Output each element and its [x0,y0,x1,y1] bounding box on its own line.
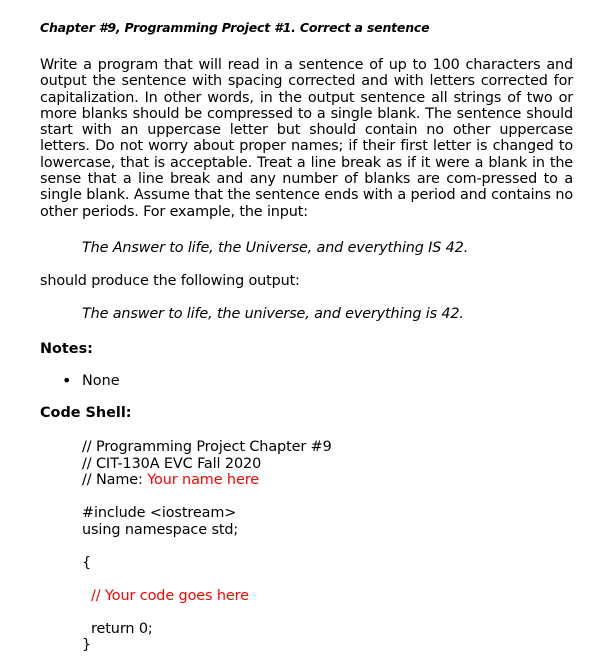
code-comment-course: // CIT-130A EVC Fall 2020 [82,456,262,472]
bullet-icon: • [62,371,72,390]
output-intro: should produce the following output: [40,273,300,289]
example-input: The Answer to life, the Universe, and everything IS 42. [82,240,469,256]
example-output: The answer to life, the universe, and everything is 42. [82,306,464,322]
page-title: Chapter #9, Programming Project #1. Correct a sentence [40,20,430,35]
code-comment-title: // Programming Project Chapter #9 [82,439,332,455]
code-return-line: return 0; [91,621,153,637]
code-open-brace: { [82,555,92,571]
code-name-line [82,472,259,488]
code-close-brace: } [82,637,92,653]
code-placeholder: // Your code goes here [91,588,249,604]
name-placeholder: Your name here [147,472,259,488]
code-include-line: #include <iostream> [82,505,237,521]
code-shell-heading: Code Shell: [40,405,132,421]
code-namespace-line: using namespace std; [82,522,239,538]
problem-description: Write a program that will read in a sentence of up to 100 characters and output the sentence with spacing corrected and with letters corrected for capitalization. In other words, in the output sentence all strings of two or more blanks should be compressed to a single blank. The sentence should start with an uppercase letter but should contain no other uppercase letters. Do not worry about proper names; if their first letter is changed to lowercase, that is acceptable. Treat a line break as if it were a blank in the sense that a line break and any number of blanks are com-pressed to a single blank. Assume that the sentence ends with a period and contains no other periods. For example, the input: [40,57,573,220]
code-name-prefix: // Name: [82,472,148,488]
notes-heading: Notes: [40,341,93,357]
note-item: None [82,373,120,389]
